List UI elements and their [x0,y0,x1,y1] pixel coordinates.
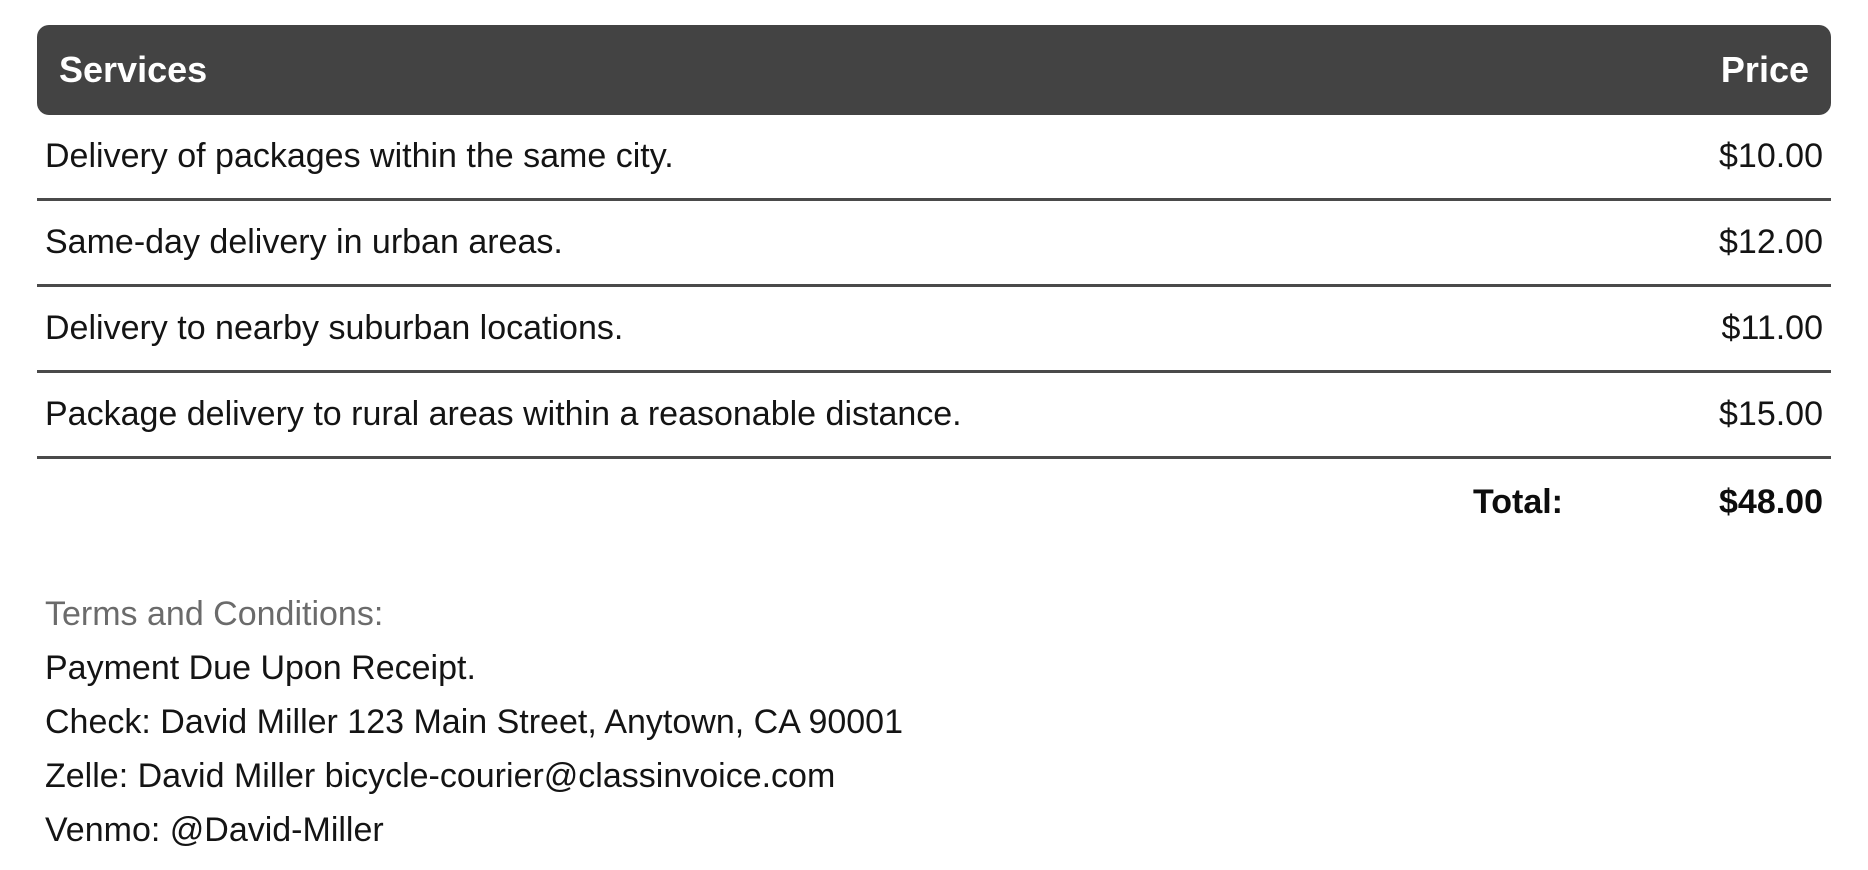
total-label: Total: [1472,482,1563,521]
table-row [37,372,1831,458]
table-row [37,200,1831,286]
service-cell: Delivery of packages within the same city. [37,115,1571,200]
table-footer [37,458,1831,546]
service-cell: Package delivery to rural areas within a reasonable distance. [37,372,1571,458]
services-table [37,25,1831,545]
price-cell: $11.00 [1571,286,1831,372]
terms-line: Zelle: David Miller bicycle-courier@classinvoice.com [45,757,836,795]
total-row [37,458,1831,546]
terms-line: Payment Due Upon Receipt. [45,649,476,687]
terms-section [37,587,1831,857]
table-row [37,115,1831,200]
price-header-cell: Price [1571,25,1831,115]
total-value: $48.00 [1719,482,1823,521]
price-cell: $15.00 [1571,372,1831,458]
price-cell: $10.00 [1571,115,1831,200]
terms-lines [45,641,1831,857]
price-cell: $12.00 [1571,200,1831,286]
terms-line: Venmo: @David-Miller [45,811,384,849]
table-header-row [37,25,1831,115]
terms-line: Check: David Miller 123 Main Street, Anytown, CA 90001 [45,703,903,741]
service-cell: Delivery to nearby suburban locations. [37,286,1571,372]
table-row [37,286,1831,372]
services-header-cell: Services [37,25,1571,115]
table-body [37,115,1831,458]
service-cell: Same-day delivery in urban areas. [37,200,1571,286]
terms-heading: Terms and Conditions: [45,595,384,633]
table-header [37,25,1831,115]
